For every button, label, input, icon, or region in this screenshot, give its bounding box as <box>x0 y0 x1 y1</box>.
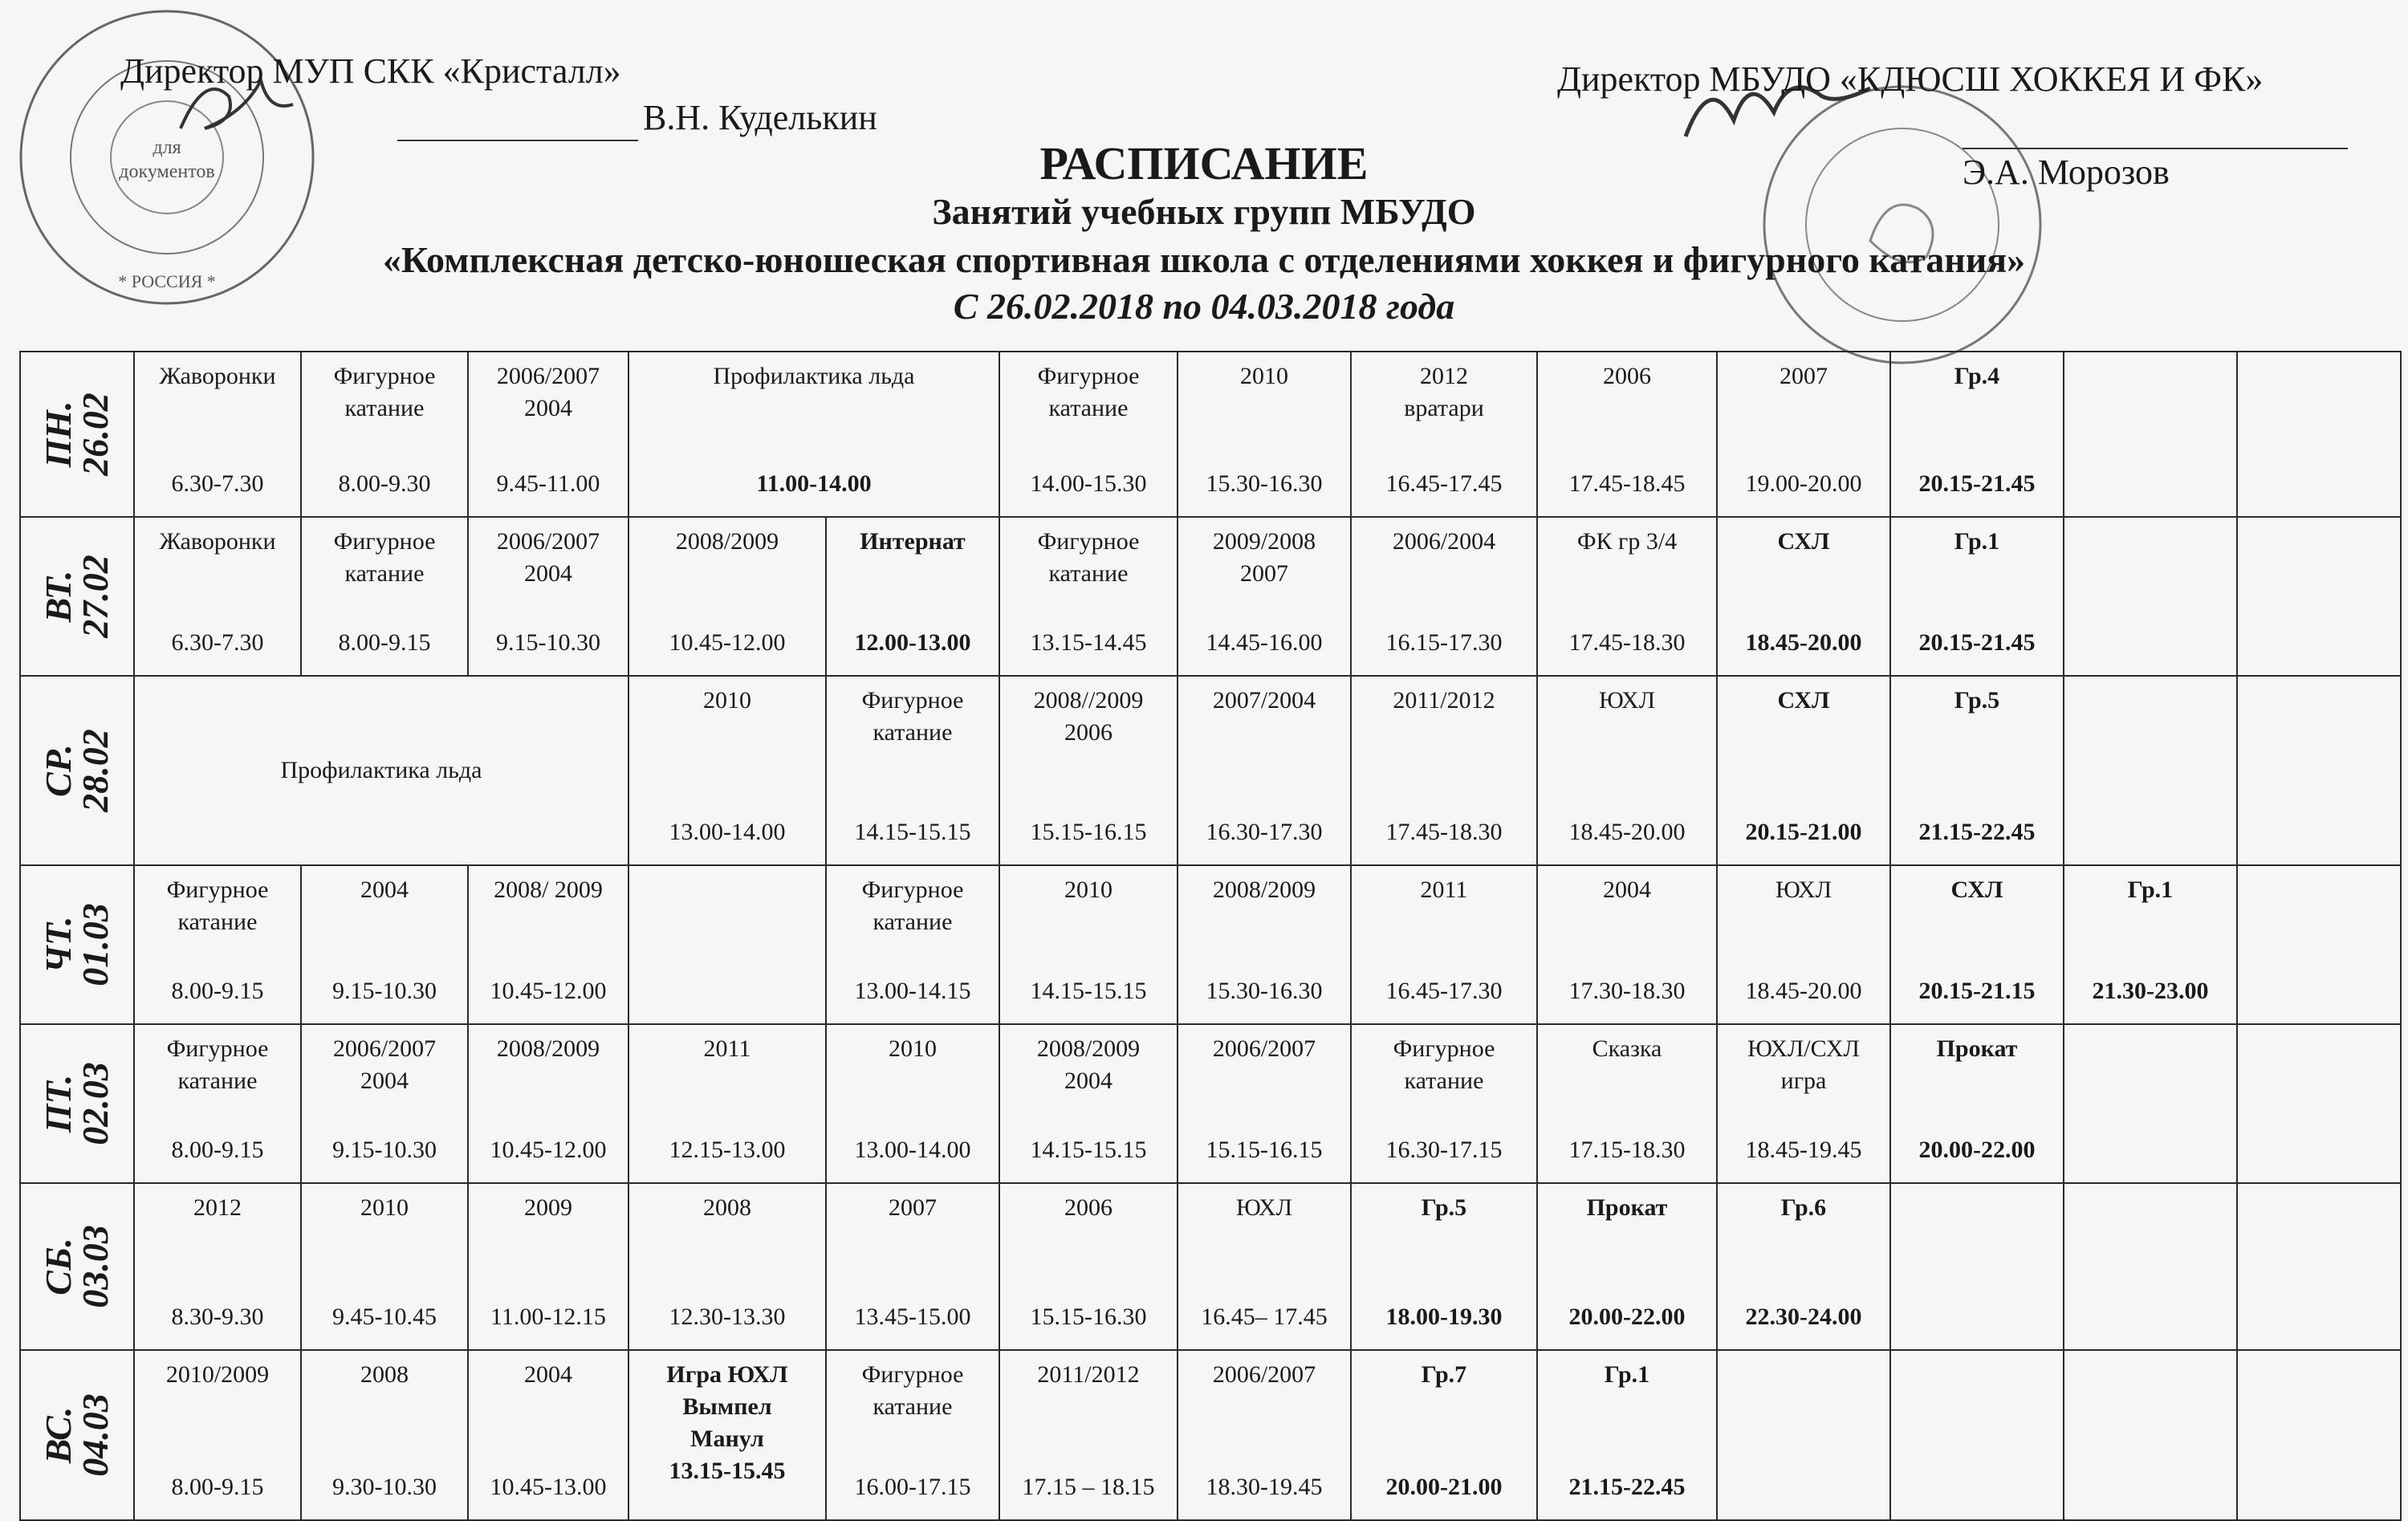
schedule-cell <box>468 1350 628 1520</box>
schedule-cell <box>134 676 628 865</box>
time-slot: 15.15-16.30 <box>1030 1303 1147 1330</box>
schedule-cell <box>2237 1350 2401 1520</box>
group-name: 2007 <box>1780 363 1828 389</box>
group-name: 2008/ 2009 <box>494 876 603 903</box>
schedule-cell <box>628 1024 826 1183</box>
group-name: Фигурное катание <box>1393 1035 1495 1094</box>
time-slot: 9.15-10.30 <box>332 978 437 1004</box>
schedule-cell <box>999 517 1178 676</box>
schedule-cell <box>826 517 999 676</box>
time-slot: 20.15-21.15 <box>1918 978 2036 1004</box>
group-name: 2007/2004 <box>1212 687 1316 714</box>
schedule-cell <box>1890 1183 2064 1350</box>
time-slot: 6.30-7.30 <box>171 470 264 497</box>
school-name: «Комплексная детско-юношеская спортивная школа с отделениями хоккея и фигурного катания» <box>382 239 2026 280</box>
group-name: Гр.1 <box>1604 1361 1650 1388</box>
group-name: 2006/2007 2004 <box>496 363 600 421</box>
time-slot: 9.45-10.45 <box>332 1303 437 1330</box>
group-name: Гр.1 <box>1954 528 2000 555</box>
group-name: 2006/2007 2004 <box>496 528 600 587</box>
schedule-cell <box>468 1024 628 1183</box>
schedule-cell <box>1890 676 2064 865</box>
day-row <box>20 865 2401 1024</box>
schedule-cell <box>1717 352 1890 517</box>
time-slot: 12.00-13.00 <box>854 629 971 656</box>
time-slot: 20.00-22.00 <box>1568 1303 1686 1330</box>
time-slot: 16.30-17.30 <box>1206 819 1323 845</box>
group-name: Фигурное катание <box>861 1361 964 1420</box>
doc-title: РАСПИСАНИЕ <box>1039 137 1369 189</box>
schedule-period: С 26.02.2018 по 04.03.2018 года <box>953 286 1455 327</box>
group-name: Гр.5 <box>1421 1194 1467 1221</box>
time-slot: 18.00-19.30 <box>1385 1303 1503 1330</box>
day-label-cell <box>20 676 134 865</box>
schedule-cell <box>301 1350 468 1520</box>
day-label: СР. 28.02 <box>38 729 116 812</box>
time-slot: 12.30-13.30 <box>669 1303 786 1330</box>
schedule-cell <box>628 676 826 865</box>
time-slot: 19.00-20.00 <box>1745 470 1862 497</box>
approval-left-title: Директор МУП СКК «Кристалл» <box>120 51 621 91</box>
schedule-cell <box>1537 1350 1717 1520</box>
schedule-cell <box>134 865 301 1024</box>
time-slot: 18.45-20.00 <box>1745 629 1862 656</box>
schedule-cell <box>628 1183 826 1350</box>
time-slot: 16.00-17.15 <box>854 1474 971 1500</box>
time-slot: 14.00-15.30 <box>1030 470 1147 497</box>
day-label-cell <box>20 1024 134 1183</box>
time-slot: 11.00-12.15 <box>490 1303 606 1330</box>
time-slot: 20.00-21.00 <box>1385 1474 1503 1500</box>
schedule-cell <box>1178 1024 1351 1183</box>
time-slot: 8.00-9.15 <box>171 1474 264 1500</box>
day-row <box>20 1183 2401 1350</box>
group-name: 2008/2009 <box>1212 876 1316 903</box>
group-name: Жаворонки <box>159 528 276 555</box>
group-name: 2010 <box>1064 876 1112 903</box>
doc-subtitle: Занятий учебных групп МБУДО <box>932 191 1476 232</box>
day-label-cell <box>20 865 134 1024</box>
time-slot: 13.45-15.00 <box>854 1303 971 1330</box>
schedule-cell <box>1351 865 1537 1024</box>
schedule-cell <box>2237 865 2401 1024</box>
schedule-cell <box>1717 1183 1890 1350</box>
group-name: 2011 <box>1420 876 1468 903</box>
schedule-cell <box>2237 352 2401 517</box>
schedule-cell <box>134 517 301 676</box>
time-slot: 21.30-23.00 <box>2092 978 2209 1004</box>
time-slot: 18.45-20.00 <box>1568 819 1686 845</box>
schedule-cell <box>826 865 999 1024</box>
schedule-cell <box>1537 352 1717 517</box>
schedule-cell <box>1717 517 1890 676</box>
group-name: 2007 <box>889 1194 937 1221</box>
day-row <box>20 352 2401 517</box>
day-row <box>20 517 2401 676</box>
schedule-cell <box>2064 517 2237 676</box>
time-slot: 9.30-10.30 <box>332 1474 437 1500</box>
schedule-cell <box>2237 1024 2401 1183</box>
day-label-cell <box>20 1183 134 1350</box>
time-slot: 14.45-16.00 <box>1206 629 1323 656</box>
schedule-cell <box>2064 352 2237 517</box>
group-name: 2008/2009 2004 <box>1036 1035 1141 1094</box>
schedule-cell <box>1537 517 1717 676</box>
schedule-cell <box>468 517 628 676</box>
schedule-cell <box>1351 517 1537 676</box>
time-slot: 11.00-14.00 <box>756 470 872 497</box>
schedule-cell <box>301 352 468 517</box>
group-name: 2009/2008 2007 <box>1212 528 1316 587</box>
schedule-cell <box>301 1183 468 1350</box>
schedule-cell <box>1890 1024 2064 1183</box>
schedule-cell <box>1178 1350 1351 1520</box>
schedule-cell <box>999 865 1178 1024</box>
group-name: Фигурное катание <box>1037 363 1140 421</box>
day-label-cell <box>20 517 134 676</box>
group-name: 2011 <box>703 1035 751 1062</box>
schedule-cell <box>1537 865 1717 1024</box>
group-name: Сказка <box>1592 1035 1662 1062</box>
schedule-cell <box>1178 1183 1351 1350</box>
svg-text:документов: документов <box>119 161 215 182</box>
group-name: Прокат <box>1586 1194 1668 1221</box>
schedule-cell <box>2064 865 2237 1024</box>
time-slot: 10.45-13.00 <box>490 1474 607 1500</box>
group-name: ЮХЛ/СХЛ игра <box>1747 1035 1860 1094</box>
group-name: 2009 <box>524 1194 572 1221</box>
approval-right-name: Э.А. Морозов <box>1963 103 2408 196</box>
schedule-cell <box>1351 352 1537 517</box>
group-name: 2010/2009 <box>165 1361 270 1388</box>
time-slot: 16.30-17.15 <box>1385 1137 1503 1163</box>
time-slot: 10.45-12.00 <box>490 1137 607 1163</box>
schedule-cell <box>2064 1183 2237 1350</box>
group-name: ЮХЛ <box>1235 1194 1293 1221</box>
group-name: 2008//2009 2006 <box>1033 687 1144 746</box>
schedule-cell <box>999 352 1178 517</box>
time-slot: 13.00-14.00 <box>854 1137 971 1163</box>
group-name: 2006/2007 <box>1212 1361 1316 1388</box>
group-name: 2011/2012 <box>1393 687 1495 714</box>
svg-text:* РОССИЯ *: * РОССИЯ * <box>118 271 216 291</box>
schedule-cell <box>999 1350 1178 1520</box>
group-name: 2006 <box>1603 363 1651 389</box>
time-slot: 22.30-24.00 <box>1745 1303 1862 1330</box>
schedule-cell <box>1178 352 1351 517</box>
time-slot: 18.30-19.45 <box>1206 1474 1323 1500</box>
schedule-cell <box>1178 676 1351 865</box>
schedule-cell <box>468 1183 628 1350</box>
schedule-cell <box>1717 1350 1890 1520</box>
time-slot: 16.45-17.30 <box>1385 978 1503 1004</box>
time-slot: 8.00-9.15 <box>171 1137 264 1163</box>
schedule-cell <box>1717 865 1890 1024</box>
group-name: СХЛ <box>1950 876 2003 903</box>
schedule-cell <box>1717 676 1890 865</box>
group-name: 2010 <box>703 687 751 714</box>
time-slot: 13.00-14.15 <box>854 978 971 1004</box>
group-name: 2004 <box>524 1361 572 1388</box>
time-slot: 18.45-20.00 <box>1745 978 1862 1004</box>
schedule-cell <box>1890 517 2064 676</box>
time-slot: 14.15-15.15 <box>1030 1137 1147 1163</box>
group-name: Гр.4 <box>1954 363 2000 389</box>
group-name: ЮХЛ <box>1775 876 1832 903</box>
group-name: Фигурное катание <box>333 528 436 587</box>
time-slot: 20.00-22.00 <box>1918 1137 2036 1163</box>
time-slot: 20.15-21.45 <box>1918 470 2036 497</box>
approval-right-title: Директор МБУДО «КДЮСШ ХОККЕЯ И ФК» <box>1557 59 2264 99</box>
group-name: 2006/2007 2004 <box>332 1035 437 1094</box>
time-slot: 15.30-16.30 <box>1206 470 1323 497</box>
schedule-cell <box>301 1024 468 1183</box>
schedule-cell <box>301 517 468 676</box>
day-label: ВТ. 27.02 <box>38 555 116 638</box>
time-slot: 10.45-12.00 <box>669 629 786 656</box>
time-slot: 20.15-21.00 <box>1745 819 1862 845</box>
schedule-cell <box>1351 676 1537 865</box>
group-name: 2006 <box>1064 1194 1112 1221</box>
time-slot: 21.15-22.45 <box>1918 819 2036 845</box>
time-slot: 9.45-11.00 <box>496 470 600 497</box>
group-name: Фигурное катание <box>333 363 436 421</box>
time-slot: 14.15-15.15 <box>854 819 971 845</box>
svg-text:для: для <box>153 137 181 158</box>
time-slot: 15.30-16.30 <box>1206 978 1323 1004</box>
group-name: 2011/2012 <box>1037 1361 1140 1388</box>
schedule-cell <box>826 1183 999 1350</box>
schedule-cell <box>2064 676 2237 865</box>
schedule-cell <box>826 1024 999 1183</box>
time-slot: 17.15 – 18.15 <box>1022 1474 1155 1500</box>
group-name: Фигурное катание <box>166 1035 269 1094</box>
day-label-cell <box>20 1350 134 1520</box>
group-name: Прокат <box>1936 1035 2018 1062</box>
day-label: СБ. 03.03 <box>38 1225 116 1308</box>
day-row <box>20 1024 2401 1183</box>
group-name: Интернат <box>860 528 966 555</box>
schedule-cell <box>2237 676 2401 865</box>
time-slot: 17.15-18.30 <box>1568 1137 1686 1163</box>
schedule-cell <box>999 1183 1178 1350</box>
time-slot: 21.15-22.45 <box>1568 1474 1686 1500</box>
time-slot: 15.15-16.15 <box>1030 819 1147 845</box>
group-name: Гр.1 <box>2127 876 2174 903</box>
group-name: 2004 <box>1603 876 1651 903</box>
group-name: Фигурное катание <box>861 687 964 746</box>
group-name: Жаворонки <box>159 363 276 389</box>
schedule-cell <box>1178 865 1351 1024</box>
time-slot: 8.00-9.30 <box>338 470 431 497</box>
day-label-cell <box>20 352 134 517</box>
time-slot: 6.30-7.30 <box>171 629 264 656</box>
schedule-cell <box>468 865 628 1024</box>
time-slot: 17.45-18.45 <box>1568 470 1686 497</box>
schedule-cell <box>1351 1183 1537 1350</box>
schedule-cell <box>999 1024 1178 1183</box>
time-slot: 8.00-9.15 <box>171 978 264 1004</box>
schedule-cell <box>134 352 301 517</box>
schedule-cell <box>2064 1350 2237 1520</box>
group-name: 2008 <box>703 1194 751 1221</box>
schedule-cell <box>1717 1024 1890 1183</box>
group-name: 2010 <box>889 1035 937 1062</box>
time-slot: 16.15-17.30 <box>1385 629 1503 656</box>
group-name: Фигурное катание <box>166 876 269 935</box>
group-name: 2008/2009 <box>675 528 779 555</box>
group-name: Гр.5 <box>1954 687 2000 714</box>
schedule-cell <box>134 1183 301 1350</box>
group-name: СХЛ <box>1777 528 1830 555</box>
time-slot: 9.15-10.30 <box>332 1137 437 1163</box>
schedule-cell <box>2237 1183 2401 1350</box>
schedule-cell <box>1178 517 1351 676</box>
day-label: ПН. 26.02 <box>38 392 116 476</box>
time-slot: 16.45-17.45 <box>1385 470 1503 497</box>
schedule-cell <box>628 352 999 517</box>
time-slot: 8.30-9.30 <box>171 1303 264 1330</box>
group-name: ЮХЛ <box>1598 687 1656 714</box>
group-name: 2006/2007 <box>1212 1035 1316 1062</box>
group-name: 2010 <box>1240 363 1288 389</box>
group-name: 2008/2009 <box>496 1035 600 1062</box>
schedule-cell <box>826 1350 999 1520</box>
group-name: СХЛ <box>1777 687 1830 714</box>
schedule-cell <box>1537 1183 1717 1350</box>
group-name: Гр.7 <box>1421 1361 1467 1388</box>
day-label: ВС. 04.03 <box>38 1393 116 1477</box>
group-name: 2006/2004 <box>1392 528 1496 555</box>
time-slot: 17.45-18.30 <box>1385 819 1503 845</box>
schedule-cell <box>999 676 1178 865</box>
time-slot: 13.00-14.00 <box>669 819 786 845</box>
time-slot: 17.30-18.30 <box>1568 978 1686 1004</box>
time-slot: 15.15-16.15 <box>1206 1137 1323 1163</box>
group-name: 2008 <box>360 1361 409 1388</box>
time-slot: 20.15-21.45 <box>1918 629 2036 656</box>
day-label: ПТ. 02.03 <box>38 1062 116 1145</box>
group-name: 2004 <box>360 876 409 903</box>
schedule-cell <box>1537 1024 1717 1183</box>
time-slot: 13.15-14.45 <box>1030 629 1147 656</box>
time-slot: 10.45-12.00 <box>490 978 607 1004</box>
schedule-cell <box>134 1350 301 1520</box>
group-name: Игра ЮХЛ Вымпел Манул 13.15-15.45 <box>666 1361 788 1484</box>
group-name: ФК гр 3/4 <box>1576 528 1678 555</box>
schedule-cell <box>1351 1024 1537 1183</box>
schedule-cell <box>1890 1350 2064 1520</box>
time-slot: 17.45-18.30 <box>1568 629 1686 656</box>
approval-left <box>120 48 877 141</box>
time-slot: 18.45-19.45 <box>1745 1137 1862 1163</box>
schedule-cell <box>1890 352 2064 517</box>
time-slot: 8.00-9.15 <box>338 629 431 656</box>
group-name: Гр.6 <box>1780 1194 1827 1221</box>
schedule-cell <box>628 1350 826 1520</box>
schedule-cell <box>134 1024 301 1183</box>
time-slot: 9.15-10.30 <box>496 629 600 656</box>
schedule-cell <box>1351 1350 1537 1520</box>
time-slot: 14.15-15.15 <box>1030 978 1147 1004</box>
approval-left-name: В.Н. Куделькин <box>397 95 877 141</box>
schedule-cell <box>1890 865 2064 1024</box>
schedule-cell <box>2064 1024 2237 1183</box>
schedule-cell <box>468 352 628 517</box>
schedule-cell <box>628 517 826 676</box>
group-name: 2012 <box>193 1194 242 1221</box>
group-name: Фигурное катание <box>861 876 964 935</box>
group-name: Профилактика льда <box>280 757 482 783</box>
group-name: 2010 <box>360 1194 409 1221</box>
group-name: Фигурное катание <box>1037 528 1140 587</box>
schedule-table <box>19 351 2402 1521</box>
day-label: ЧТ. 01.03 <box>38 903 116 986</box>
group-name: Профилактика льда <box>713 363 915 389</box>
schedule-cell <box>1537 676 1717 865</box>
schedule-cell <box>628 865 826 1024</box>
schedule-cell <box>301 865 468 1024</box>
group-name: 2012 вратари <box>1404 363 1484 421</box>
time-slot: 12.15-13.00 <box>669 1137 786 1163</box>
day-row <box>20 676 2401 865</box>
schedule-cell <box>2237 517 2401 676</box>
time-slot: 16.45– 17.45 <box>1201 1303 1328 1330</box>
day-row <box>20 1350 2401 1520</box>
schedule-cell <box>826 676 999 865</box>
